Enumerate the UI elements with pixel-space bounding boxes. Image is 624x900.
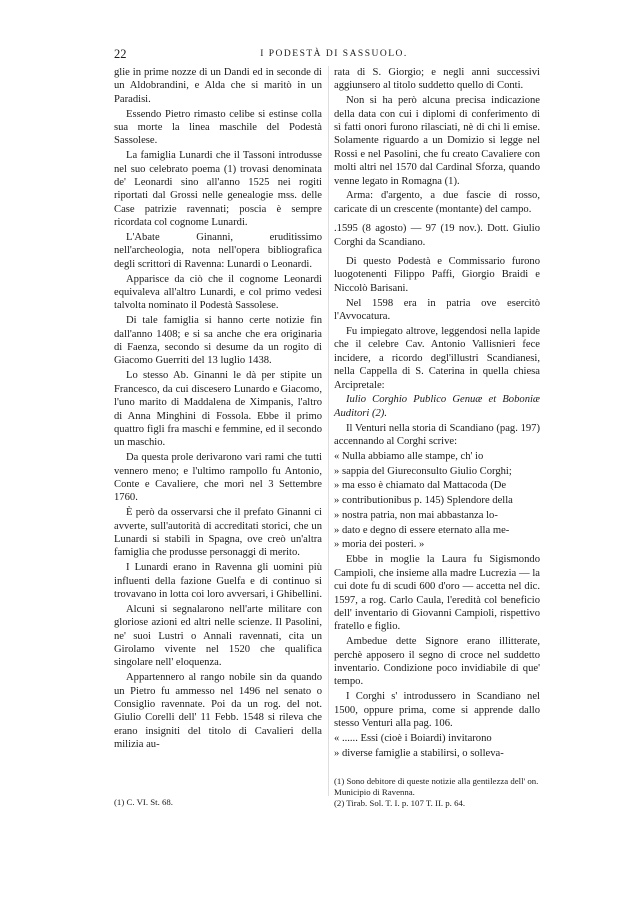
paragraph: Ebbe in moglie la Laura fu Sigismondo Campioli, che insieme alla madre Lucrezia — la cui dote fu di scudi 600 d'oro — accetta nel dic. 1597, a rog. Carlo Caula, l'eredità col beneficio dell' inventario di Giovanni Campioli, rispettivo fratello e figlio.: [334, 554, 540, 633]
paragraph: Apparisce da ciò che il cognome Leonardi equivaleva all'altro Lunardi, e col primo vedesi talvolta nominato il Podestà Sassolese.: [114, 273, 322, 312]
paragraph: I Corghi s' introdussero in Scandiano nel 1500, oppure prima, come si apprende dallo stesso Venturi alla pag. 106.: [334, 691, 540, 729]
paragraph: Lo stesso Ab. Ginanni le dà per stipite un Francesco, da cui discesero Lunardo e Giacomo, l'uno marito di Maddalena de Ximpanis, l'altro di Anna Minghini di Fossola. Ebbe il primo quattro figli fra maschi e femmine, ed il secondo un maschio.: [114, 370, 322, 449]
venturi-quote: [334, 450, 540, 552]
running-title: I PODESTÀ DI SASSUOLO.: [260, 49, 408, 59]
paragraph: Ambedue dette Signore erano illitterate, perchè apposero il segno di croce nel suddetto inventario. Condizione poco invidiabile di que' tempo.: [334, 636, 540, 688]
paragraph: Appartennero al rango nobile sin da quando un Pietro fu ammesso nel 1496 nel senato o Consiglio ravennate. Poi da un rog. del not. Giulio Corelli dell' 11 Febb. 1548 si rileva che erano insigniti del titolo di Cavalieri della milizia au-: [114, 672, 322, 751]
paragraph: L'Abate Ginanni, eruditissimo nell'archeologia, nota nell'opera bibliografica degli scrittori di Ravenna: Lunardi o Leonardi.: [114, 232, 322, 270]
quote-line: » diverse famiglie a stabilirsi, o solleva-: [334, 747, 504, 759]
paragraph: Di questo Podestà e Commissario furono luogotenenti Filippo Paffi, Giorgio Braidi e Niccolò Barisani.: [334, 256, 540, 294]
quote-line: « Nulla abbiamo alle stampe, ch' io: [334, 450, 484, 462]
paragraph: Il Venturi nella storia di Scandiano (pag. 197) accennando al Corghi scrive:: [334, 422, 540, 447]
footnote: (1) Sono debitore di queste notizie alla gentilezza dell' on. Municipio di Ravenna.: [334, 776, 539, 797]
footnotes-left: [114, 797, 322, 808]
paragraph: È però da osservarsi che il prefato Ginanni ci avverte, sull'autorità di accreditati storici, che un Lunardi si stabilì in Spagna, ove creò un'altra famiglia che produsse personaggi di merito.: [114, 507, 322, 559]
paragraph: La famiglia Lunardi che il Tassoni introdusse nel suo celebrato poema (1) trovasi denominata de' Leonardi sino all'anno 1525 nei rogiti riportati dal Grossi nelle genealogie mss. delle Case patrizie ravennati; poscia è sempre ricordata col cognome Lunardi.: [114, 150, 322, 229]
paragraph: Di tale famiglia si hanno certe notizie fin dall'anno 1408; e si sa anche che era originaria di Faenza, secondo si desume da un rogito di Giacomo Guerriti del 13 luglio 1438.: [114, 315, 322, 367]
coat-of-arms: Arma: d'argento, a due fascie di rosso, caricate di un crescente (montante) del campo.: [334, 190, 540, 215]
column-divider: [328, 66, 329, 796]
podesta-entry: .1595 (8 agosto) — 97 (19 nov.). Dott. Giulio Corghi da Scandiano.: [334, 223, 540, 248]
left-column: [114, 66, 322, 753]
quote-line: » ma esso è chiamato dal Mattacoda (De: [334, 480, 507, 492]
quote-line: » dato e degno di essere eternato alla me-: [334, 524, 510, 536]
quote-line: » moria dei posteri. »: [334, 539, 425, 551]
paragraph: Alcuni si segnalarono nell'arte militare con gloriose azioni ed altri nelle scienze. Il Pasolini, ne' suoi Lustri o Annali ravennati, cita un Girolamo vivente nel 1520 che qualifica singolare nell' eloquenza.: [114, 603, 322, 669]
footnote: (2) Tirab. Sol. T. I. p. 107 T. II. p. 64.: [334, 798, 466, 808]
paragraph: I Lunardi erano in Ravenna gli uomini più influenti della fazione Guelfa e di continuo si trovavano in lotta coi loro avversari, i Ghibellini.: [114, 562, 322, 600]
quote-line: » nostra patria, non mai abbastanza lo-: [334, 509, 498, 521]
page-number: 22: [114, 47, 127, 61]
paragraph: rata di S. Giorgio; e negli anni successivi aggiunsero al titolo suddetto quello di Conti.: [334, 67, 540, 92]
boiardi-quote: [334, 732, 540, 760]
quote-line: « ...... Essi (cioè i Boiardi) invitarono: [334, 732, 492, 744]
footnote: (1) C. VI. St. 68.: [114, 797, 173, 807]
paragraph: Fu impiegato altrove, leggendosi nella lapide che il celebre Cav. Antonio Vallisnieri fece incidere, a ricordo degl'illustri Scandianesi, nella Cappella di S. Caterina in quella chiesa Arcipretale:: [334, 325, 540, 391]
right-column: [334, 66, 540, 761]
paragraph: Nel 1598 era in patria ove esercitò l'Avvocatura.: [334, 297, 540, 323]
footnotes-right: [334, 776, 540, 809]
quote-line: » contributionibus p. 145) Splendore della: [334, 495, 513, 507]
inscription: Iulio Corghio Publico Genuæ et Boboniæ Auditori (2).: [334, 394, 540, 419]
paragraph: Essendo Pietro rimasto celibe si estinse colla sua morte la linea maschile del Podestà Sassolese.: [114, 108, 322, 147]
paragraph: Da questa prole derivarono vari rami che tutti vennero meno; e l'ultimo rampollo fu Antonio, Conte e Cavaliere, che morì nel 3 Settembre 1760.: [114, 452, 322, 504]
paragraph: Non si ha però alcuna precisa indicazione della data con cui i diplomi di conferimento di sì fatti onori furono rilasciati, nè di chi li emise. Solamente riguardo a un Domizio si legge nel Rossi e nel Pasolini, che fu creato Cavaliere con molti altri nel 1570 dal Cardinal Sforza, quando venne legato in Romagna (1).: [334, 95, 540, 187]
paragraph: glie in prime nozze di un Dandi ed in seconde di un Aldobrandini, e Alda che si maritò in un Paradisi.: [114, 67, 322, 105]
quote-line: » sappia del Giureconsulto Giulio Corghi;: [334, 465, 512, 477]
